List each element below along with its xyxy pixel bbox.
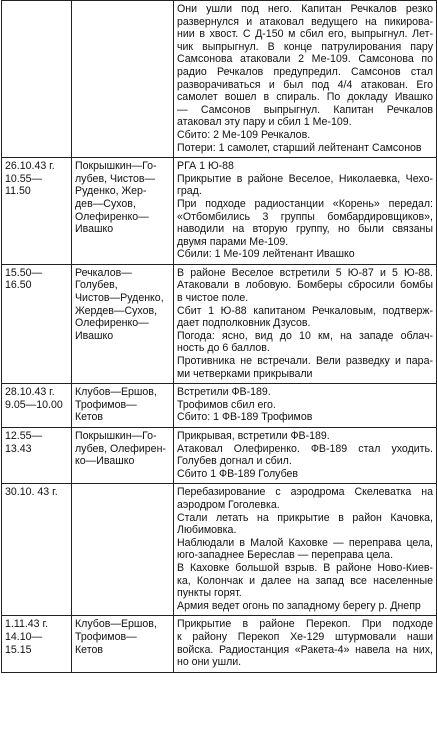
report-line: Перебазирование с аэродрома Скелеватка на	[177, 486, 433, 499]
table-row	[2, 616, 437, 672]
pilots-line: Покрышкин—Го-	[75, 160, 157, 173]
report-line: ми четверками прикрывали	[177, 367, 313, 380]
report-line: самолет вошел в спираль. По докладу Ивашко	[177, 91, 433, 104]
report-line: развернулся и атаковал ведущего на пикирова-	[177, 15, 433, 28]
pilots-line: Жердев—Сухов,	[75, 304, 158, 317]
report-line: наводили на вторую группу, но были связаны	[177, 223, 433, 236]
pilots-line: лубев, Олефирен-	[75, 442, 166, 455]
entry-date-cell	[2, 484, 72, 616]
entry-report-cell	[174, 384, 437, 428]
entry-pilots-cell	[72, 384, 174, 428]
date-line: 13.43	[5, 442, 32, 455]
report-line: радио Речкалов предупредил. Самсонов стал	[177, 65, 433, 78]
combat-log-body	[2, 1, 437, 673]
entry-report-cell	[174, 484, 437, 616]
date-line: 26.10.43 г.	[5, 160, 55, 173]
report-line: Сбит 1 Ю-88 капитаном Речкаловым, подтверж-	[177, 304, 433, 317]
date-line: 10.55—	[5, 172, 43, 185]
entry-pilots-cell	[72, 616, 174, 672]
date-line: 15.15	[5, 643, 32, 656]
report-line: Трофимов сбил его.	[177, 398, 276, 411]
report-line: В Каховке большой взрыв. В районе Ново-Киев-	[177, 561, 433, 574]
report-line: Наблюдали в Малой Каховке — переправа цела,	[177, 536, 433, 549]
report-line: атаковал эту пару и сбил 1 Ме-109.	[177, 116, 352, 129]
report-line: разворачиваться и был под 4/4 атакован. Его	[177, 78, 433, 91]
combat-log-table	[1, 0, 437, 673]
report-line: ка, Колончак и далее на запад все населенные	[177, 574, 433, 587]
report-line: двумя парами Ме-109.	[177, 235, 289, 248]
report-line: Противника не встречали. Вели разведку и пара-	[177, 355, 433, 368]
report-line: к району Перекоп Хе-129 штурмовали наши	[177, 630, 433, 643]
pilots-line: Трофимов—	[75, 630, 137, 643]
report-line: Погода: ясно, вид до 10 км, на западе облач-	[177, 329, 433, 342]
date-line: 1.11.43 г.	[5, 618, 49, 631]
table-row	[2, 1, 437, 158]
pilots-line: лубев, Чистов—	[75, 172, 156, 185]
report-line: Прикрытие в районе Перекоп. При подходе	[177, 618, 433, 631]
pilots-line: Олефиренко—	[75, 317, 149, 330]
report-line: аэродром Гоголевка.	[177, 498, 280, 511]
report-line: Сбили: 1 Ме-109 лейтенант Ивашко	[177, 248, 355, 261]
pilots-line: Голубев,	[75, 279, 118, 292]
report-line: Встретили ФВ-189.	[177, 386, 271, 399]
report-line: чик выпрыгнул. В конце патрулирования пару	[177, 40, 433, 53]
report-line: В районе Веселое встретили 5 Ю-87 и 5 Ю-88.	[177, 266, 433, 279]
pilots-line: Руденко, Жер-	[75, 185, 147, 198]
pilots-line: Речкалов—	[75, 266, 132, 279]
entry-date-cell	[2, 1, 72, 158]
entry-pilots-cell	[72, 158, 174, 265]
pilots-line: Ивашко	[75, 329, 114, 342]
pilots-line: Кетов	[75, 643, 103, 656]
table-row	[2, 484, 437, 616]
table-row	[2, 158, 437, 265]
pilots-line: Чистов—Руденко,	[75, 292, 164, 305]
entry-date-cell	[2, 384, 72, 428]
pilots-line: Кетов	[75, 411, 103, 424]
entry-report-cell	[174, 428, 437, 484]
table-row	[2, 264, 437, 383]
date-line: 15.50—	[5, 266, 43, 279]
report-line: нии в хвост. С Д-150 м сбил его, выпрыгнул. Лет-	[177, 28, 433, 41]
report-line: юго-западнее Береслав — переправа цела.	[177, 549, 394, 562]
entry-date-cell	[2, 616, 72, 672]
report-line: РГА 1 Ю-88	[177, 160, 234, 173]
report-line: Сбито: 1 ФВ-189 Трофимов	[177, 411, 313, 424]
pilots-line: Клубов—Ершов,	[75, 618, 157, 631]
entry-date-cell	[2, 264, 72, 383]
report-line: Потери: 1 самолет, старший лейтенант Самсонов	[177, 141, 422, 154]
date-line: 12.55—	[5, 430, 43, 442]
entry-report-cell	[174, 264, 437, 383]
pilots-line: ко—Ивашко	[75, 455, 135, 468]
report-line: Армия ведет огонь по западному берегу р. Днепр	[177, 599, 421, 612]
report-line: Они ушли под него. Капитан Речкалов резко	[177, 3, 433, 15]
report-line: пункты горят.	[177, 587, 242, 600]
table-row	[2, 384, 437, 428]
entry-report-cell	[174, 1, 437, 158]
report-line: Атаковал Олефиренко. ФВ-189 стал уходить.	[177, 442, 433, 455]
date-line: 9.05—10.00	[5, 398, 63, 411]
report-line: Стали летать на прикрытие в район Качовка,	[177, 511, 433, 524]
report-line: Голубев догнал и сбил.	[177, 455, 292, 468]
pilots-line: дев—Сухов,	[75, 197, 136, 210]
entry-report-cell	[174, 158, 437, 265]
entry-report-cell	[174, 616, 437, 672]
entry-pilots-cell	[72, 264, 174, 383]
entry-pilots-cell	[72, 428, 174, 484]
entry-date-cell	[2, 428, 72, 484]
report-line: «Отбомбились 3 группы бомбардировщиков»,	[177, 210, 433, 223]
pilots-line: Клубов—Ершов,	[75, 386, 157, 399]
report-line: Прикрывая, встретили ФВ-189.	[177, 430, 330, 442]
entry-date-cell	[2, 158, 72, 265]
entry-pilots-cell	[72, 1, 174, 158]
report-line: ность до 6 баллов.	[177, 342, 270, 355]
report-line: Сбито 1 ФВ-189 Голубев	[177, 467, 299, 480]
date-line: 11.50	[5, 185, 31, 198]
pilots-line: Покрышкин—Го-	[75, 430, 157, 442]
date-line: 28.10.43 г.	[5, 386, 55, 399]
report-line: — Самсонов выпрыгнул. Капитан Речкалов	[177, 103, 433, 116]
entry-pilots-cell	[72, 484, 174, 616]
report-line: При подходе радиостанции «Корень» передал:	[177, 197, 433, 210]
report-line: град.	[177, 185, 202, 198]
report-line: дает подполковник Дзусов.	[177, 317, 311, 330]
report-line: Атаковали в лобовую. Бомберы сбросили бомбы	[177, 279, 433, 292]
date-line: 16.50	[5, 279, 32, 292]
date-line: 30.10. 43 г.	[5, 486, 58, 499]
pilots-line: Олефиренко—	[75, 210, 149, 223]
date-line: 14.10—	[5, 630, 43, 643]
report-line: Любимовка.	[177, 524, 237, 537]
report-line: но они ушли.	[177, 656, 242, 669]
report-line: Прикрытие в районе Веселое, Николаевка, Чехо-	[177, 172, 433, 185]
report-line: в чистое поле.	[177, 292, 249, 305]
report-line: войска. Радиостанция «Ракета-4» навела на них,	[177, 643, 433, 656]
report-line: Самсонова атаковали 2 Ме-109. Самсонова по	[177, 53, 433, 66]
report-line: Сбито: 2 Ме-109 Речкалов.	[177, 128, 311, 141]
table-row	[2, 428, 437, 484]
pilots-line: Трофимов—	[75, 398, 137, 411]
pilots-line: Ивашко	[75, 223, 114, 236]
